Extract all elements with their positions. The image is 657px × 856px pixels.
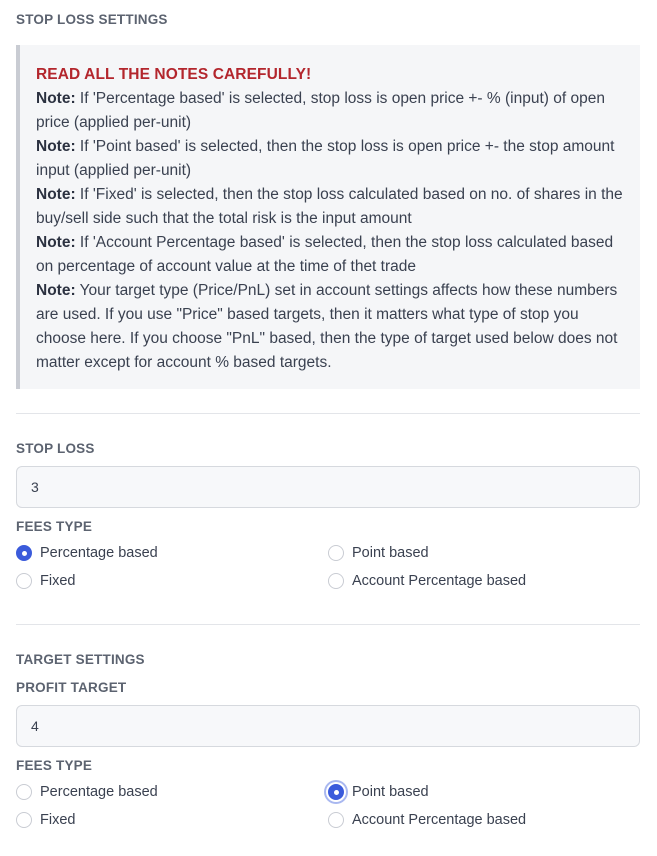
target-radio-account-percentage[interactable] bbox=[328, 812, 526, 828]
notes-heading: READ ALL THE NOTES CAREFULLY! bbox=[36, 66, 312, 83]
target-fees-type-label: FEES TYPE bbox=[16, 758, 93, 773]
radio-unchecked-icon[interactable] bbox=[328, 812, 344, 828]
note-text: If 'Point based' is selected, then the stop loss is open price +- the stop amount input (applied per-unit) bbox=[36, 138, 615, 179]
note-text: If 'Account Percentage based' is selected, then the stop loss calculated based on percentage of account value at the time of thet trade bbox=[36, 234, 614, 275]
radio-unchecked-icon[interactable] bbox=[328, 573, 344, 589]
stop-loss-radio-point[interactable] bbox=[328, 545, 429, 561]
note-prefix: Note: bbox=[36, 90, 76, 107]
radio-label: Account Percentage based bbox=[352, 812, 527, 828]
divider bbox=[16, 413, 640, 414]
profit-target-input[interactable]: 4 bbox=[16, 705, 640, 747]
radio-label: Account Percentage based bbox=[352, 573, 527, 589]
stop-loss-radio-fixed[interactable] bbox=[16, 573, 75, 589]
note-prefix: Note: bbox=[36, 282, 76, 299]
target-radio-point[interactable] bbox=[328, 784, 429, 800]
target-settings-title: TARGET SETTINGS bbox=[16, 652, 145, 667]
stop-loss-radio-percentage[interactable] bbox=[16, 545, 158, 561]
note-text: If 'Fixed' is selected, then the stop loss calculated based on no. of shares in the buy/sell side such that the total risk is the input amount bbox=[36, 186, 623, 227]
profit-target-label: PROFIT TARGET bbox=[16, 680, 127, 695]
stop-loss-radio-account-percentage[interactable] bbox=[328, 573, 526, 589]
target-radio-percentage[interactable] bbox=[16, 784, 158, 800]
radio-unchecked-icon[interactable] bbox=[16, 573, 32, 589]
stop-loss-input[interactable]: 3 bbox=[16, 466, 640, 508]
radio-checked-icon[interactable] bbox=[328, 784, 344, 800]
note-point bbox=[36, 135, 624, 183]
radio-label: Percentage based bbox=[40, 545, 158, 561]
radio-label: Fixed bbox=[40, 573, 76, 589]
notes-panel bbox=[16, 45, 640, 389]
stop-loss-fees-type-label: FEES TYPE bbox=[16, 519, 93, 534]
note-text: If 'Percentage based' is selected, stop loss is open price +- % (input) of open price (applied per-unit) bbox=[36, 90, 605, 131]
note-prefix: Note: bbox=[36, 234, 76, 251]
stop-loss-settings-title: STOP LOSS SETTINGS bbox=[16, 12, 168, 27]
divider bbox=[16, 624, 640, 625]
radio-unchecked-icon[interactable] bbox=[328, 545, 344, 561]
radio-label: Fixed bbox=[40, 812, 76, 828]
radio-unchecked-icon[interactable] bbox=[16, 784, 32, 800]
note-prefix: Note: bbox=[36, 186, 76, 203]
radio-checked-icon[interactable] bbox=[16, 545, 32, 561]
radio-label: Point based bbox=[352, 545, 429, 561]
note-text: Your target type (Price/PnL) set in account settings affects how these numbers are used. If you use "Price" based targets, then it matters what type of stop you choose here. If you choose "PnL" based, then the type of target used below does not matter except for account % based targets. bbox=[36, 282, 618, 371]
target-radio-fixed[interactable] bbox=[16, 812, 75, 828]
radio-label: Point based bbox=[352, 784, 429, 800]
stop-loss-label: STOP LOSS bbox=[16, 441, 95, 456]
note-percentage bbox=[36, 87, 624, 135]
radio-unchecked-icon[interactable] bbox=[16, 812, 32, 828]
note-account-percentage bbox=[36, 231, 624, 279]
note-prefix: Note: bbox=[36, 138, 76, 155]
note-target-type bbox=[36, 279, 624, 375]
note-fixed bbox=[36, 183, 624, 231]
radio-label: Percentage based bbox=[40, 784, 158, 800]
